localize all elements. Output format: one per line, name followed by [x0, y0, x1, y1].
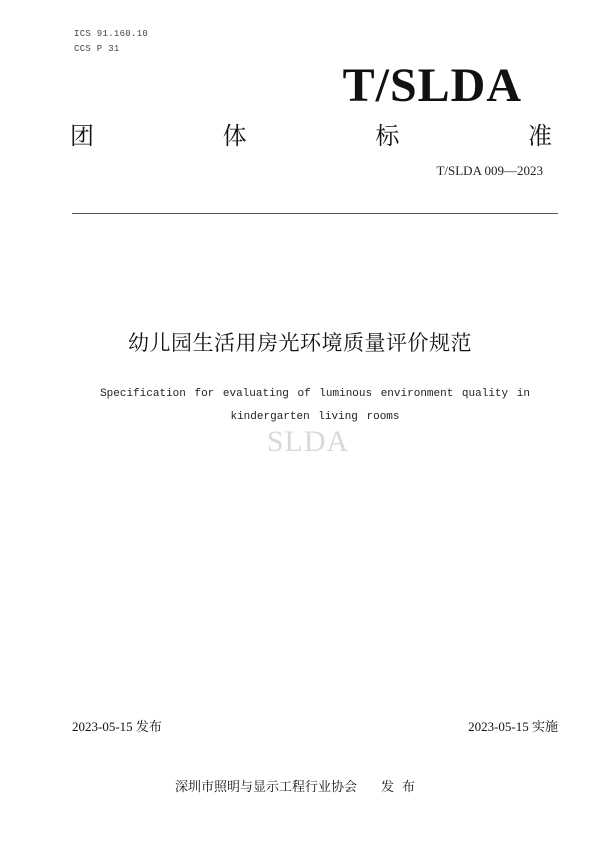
title-english [60, 383, 570, 429]
category-char: 准 [527, 122, 552, 150]
category-char: 标 [375, 122, 400, 150]
category-char: 体 [222, 122, 247, 150]
category-char: 团 [70, 122, 94, 150]
header-divider [72, 213, 558, 214]
issuer-action: 发布 [381, 780, 424, 795]
ics-code: ICS 91.160.10 [74, 29, 149, 39]
issuer-name: 深圳市照明与显示工程行业协会 [175, 780, 358, 795]
issuer-line [175, 776, 423, 795]
document-number: T/SLDA 009—2023 [436, 163, 543, 178]
title-english-line-1: Specification for evaluating of luminous environment quality in [100, 388, 530, 400]
ccs-code: CCS P 31 [74, 44, 120, 54]
watermark: SLDA [266, 425, 350, 458]
standard-category [70, 116, 552, 151]
classification-codes [74, 27, 148, 57]
standard-logo: T/SLDA [342, 59, 522, 112]
effective-date: 2023-05-15 实施 [468, 719, 558, 734]
title-english-line-2: kindergarten living rooms [230, 411, 400, 423]
title-chinese: 幼儿园生活用房光环境质量评价规范 [128, 331, 472, 355]
issue-date: 2023-05-15 发布 [72, 719, 162, 734]
